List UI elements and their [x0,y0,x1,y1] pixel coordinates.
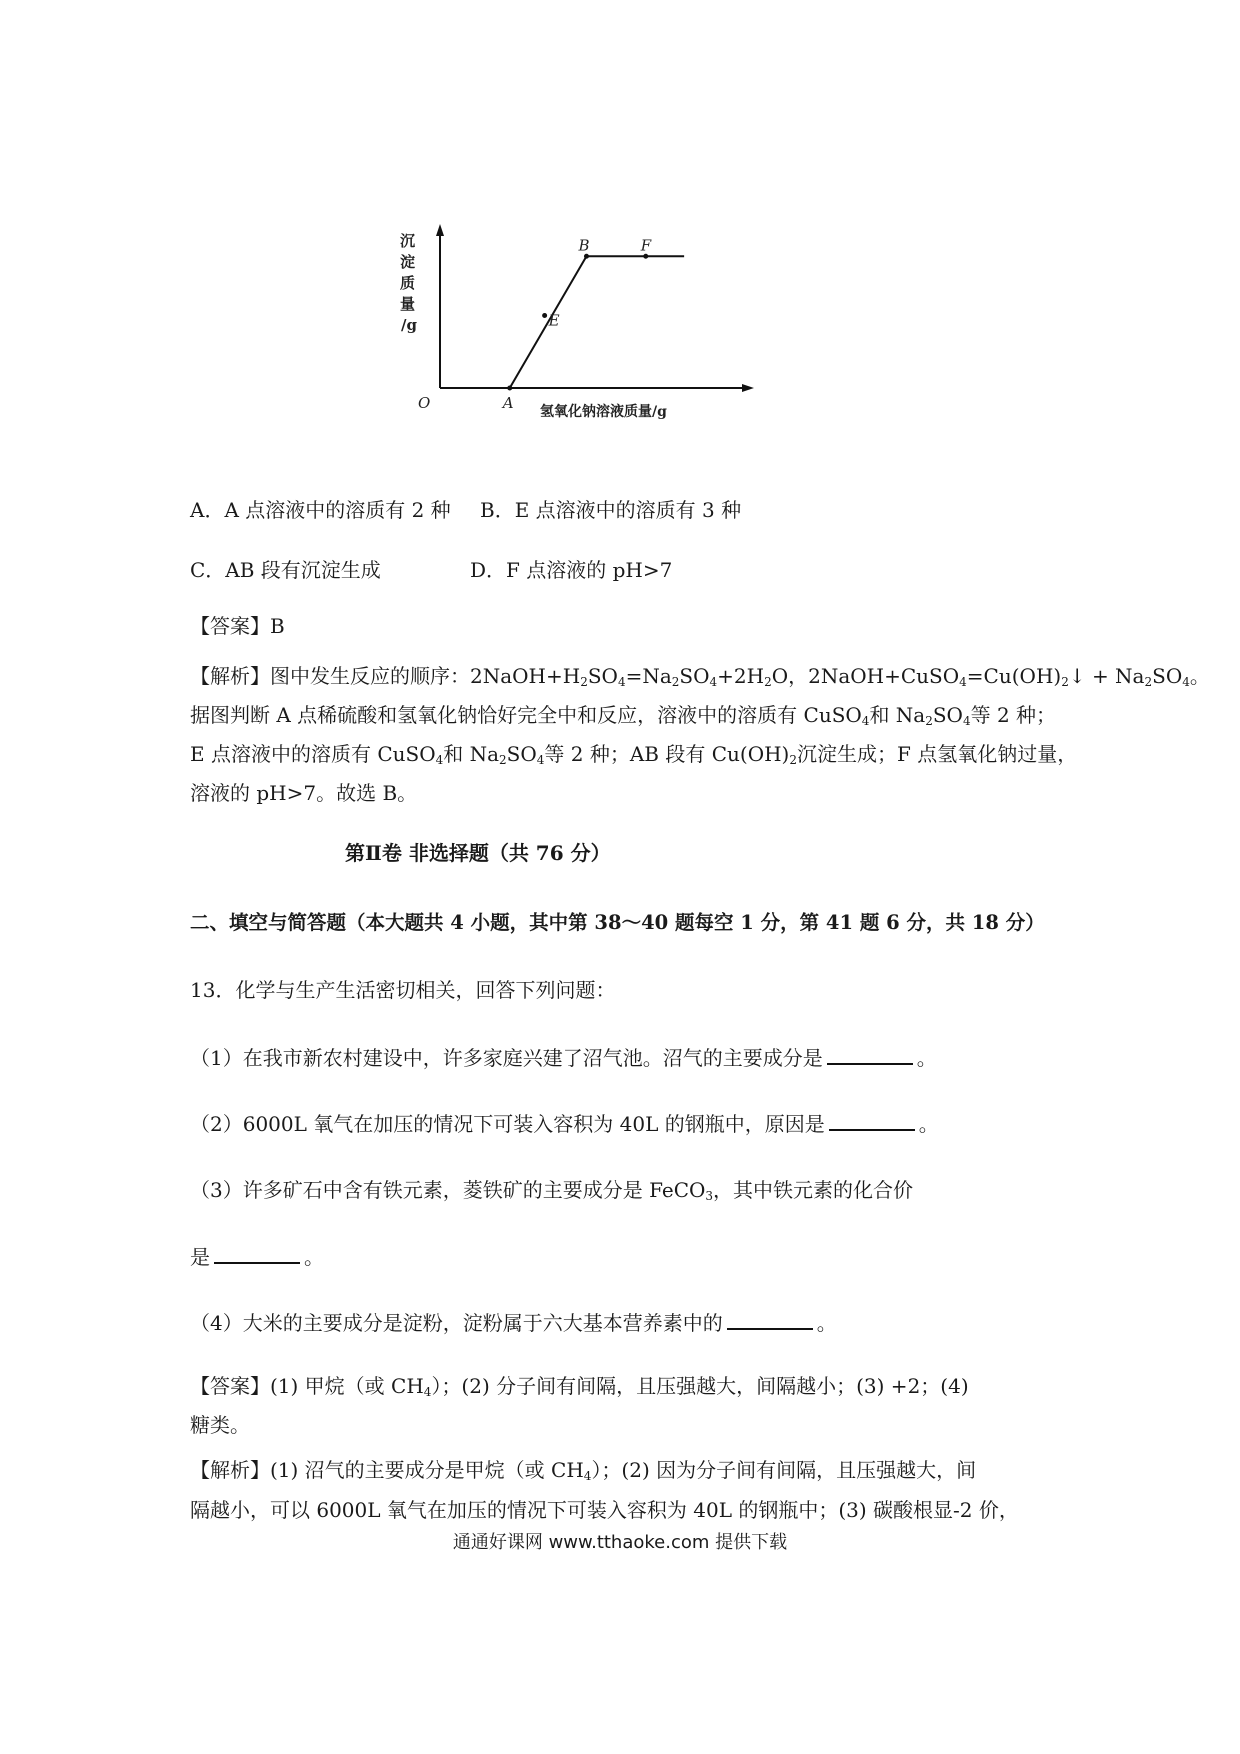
subscript: 4 [959,675,967,689]
data-point-e [542,313,547,318]
question-text: （2）6000L 氧气在加压的情况下可装入容积为 40L 的钢瓶中，原因是 [190,1112,825,1136]
volume-title: 第Ⅱ卷 非选择题（共 76 分） [345,841,611,865]
subscript: 4 [583,1469,592,1483]
subscript: 2 [764,675,772,689]
analysis-text: SO [679,664,710,688]
subscript: 2 [499,753,507,767]
point-label-f: F [640,236,652,255]
subscript: 4 [861,714,870,728]
answer-text: 【答案】(1) 甲烷（或 CH [190,1374,424,1398]
y-axis-label-char: 量 [400,295,416,313]
point-label-e: E [548,311,560,330]
y-axis-label-char: 质 [400,274,416,292]
analysis-text: 等 2 种； [970,703,1057,727]
period: 。 [916,1046,937,1070]
y-axis-label-char: 沉 [400,232,416,250]
subscript: 2 [789,753,797,767]
origin-label: O [418,394,431,412]
subscript: 4 [962,714,971,728]
point-label-b: B [578,236,590,255]
part-title: 二、填空与简答题（本大题共 4 小题，其中第 38～40 题每空 1 分，第 41 题 6 分，共 18 分） [190,911,1045,934]
analysis-text: E 点溶液中的溶质有 CuSO [190,742,436,766]
subscript: 2 [1061,675,1069,689]
answer-text: ）；(2) 分子间有间隔，且压强越大，间隔越小；(3) +2；(4) [431,1374,969,1398]
q13-part2 [190,1109,939,1139]
analysis-text: SO [587,664,618,688]
subscript: 4 [617,675,626,689]
x-axis-label: 氢氧化钠溶液质量/g [540,404,667,420]
answer-blank [727,1310,813,1330]
subscript: 4 [536,753,545,767]
subscript: 4 [435,753,444,767]
data-point-f [643,254,648,259]
point-label-a: A [502,394,514,412]
analysis-text: SO [506,742,537,766]
question-text: （3）许多矿石中含有铁元素，菱铁矿的主要成分是 FeCO [190,1178,706,1202]
analysis-text: 和 Na [869,703,926,727]
question-text: ，其中铁元素的化合价 [713,1178,914,1202]
q13-part3-cont [190,1242,324,1272]
analysis-13-line2: 隔越小，可以 6000L 氧气在加压的情况下可装入容积为 40L 的钢瓶中；(3) 碳酸根显-2 价， [190,1498,1019,1522]
subscript: 4 [709,675,718,689]
option-c: C．AB 段有沉淀生成 [190,558,381,582]
precipitate-chart [400,232,780,470]
y-axis-arrow [436,224,444,236]
q13-part3 [190,1175,913,1205]
subscript: 2 [580,675,588,689]
analysis-text: 等 2 种；AB 段有 Cu(OH) [544,742,790,766]
answer-12: 【答案】B [190,614,285,638]
analysis-text: =Cu(OH) [966,664,1062,688]
data-point-a [507,386,512,391]
analysis-text: SO [1152,664,1183,688]
q13-part1 [190,1043,937,1073]
analysis-text: 【解析】(1) 沼气的主要成分是甲烷（或 CH [190,1458,584,1482]
analysis-text: +2H [717,664,765,688]
answer-13 [190,1367,1060,1445]
period: 。 [918,1112,939,1136]
analysis-text: O，2NaOH+CuSO [771,664,960,688]
analysis-13 [190,1451,1060,1490]
x-axis-arrow [742,384,754,392]
subscript: 2 [925,714,933,728]
period: 。 [816,1311,837,1335]
data-line [440,256,684,388]
analysis-text: 。 [1189,664,1210,688]
y-axis-label-char: /g [401,316,417,334]
subscript: 2 [1144,675,1153,689]
option-b: B．E 点溶液中的溶质有 3 种 [480,498,742,522]
analysis-text: 溶液的 pH>7。故选 B。 [190,781,418,805]
analysis-12 [190,657,1210,813]
analysis-text: =Na [625,664,672,688]
subscript: 4 [423,1385,432,1399]
subscript: 3 [705,1189,714,1203]
subscript: 2 [671,675,680,689]
analysis-text: 图中发生反应的顺序：2NaOH+H [270,664,581,688]
analysis-text: ）；(2) 因为分子间有间隔，且压强越大，间 [591,1458,977,1482]
analysis-text: SO [932,703,963,727]
answer-blank [214,1244,300,1264]
analysis-text: 据图判断 A 点稀硫酸和氢氧化钠恰好完全中和反应，溶液中的溶质有 CuSO [190,703,862,727]
y-axis-label-char: 淀 [400,253,416,271]
data-point-b [584,254,589,259]
answer-blank [829,1111,915,1131]
option-a: A．A 点溶液中的溶质有 2 种 [190,498,451,522]
footer: 通通好课网 www.tthaoke.com 提供下载 [452,1532,788,1553]
question-text: 是 [190,1245,210,1269]
analysis-tag: 【解析】 [190,664,270,688]
q13-stem: 13．化学与生产生活密切相关，回答下列问题： [190,978,616,1002]
analysis-text: 沉淀生成；F 点氢氧化钠过量， [796,742,1078,766]
analysis-text: 和 Na [443,742,500,766]
period: 。 [304,1245,324,1269]
question-text: （4）大米的主要成分是淀粉，淀粉属于六大基本营养素中的 [190,1311,723,1335]
answer-text: 糖类。 [190,1413,250,1437]
option-d: D．F 点溶液的 pH>7 [470,558,673,582]
subscript: 4 [1182,675,1190,689]
question-text: （1）在我市新农村建设中，许多家庭兴建了沼气池。沼气的主要成分是 [190,1046,823,1070]
q13-part4 [190,1308,837,1338]
analysis-text: ↓ + Na [1068,664,1145,688]
answer-blank [827,1045,913,1065]
